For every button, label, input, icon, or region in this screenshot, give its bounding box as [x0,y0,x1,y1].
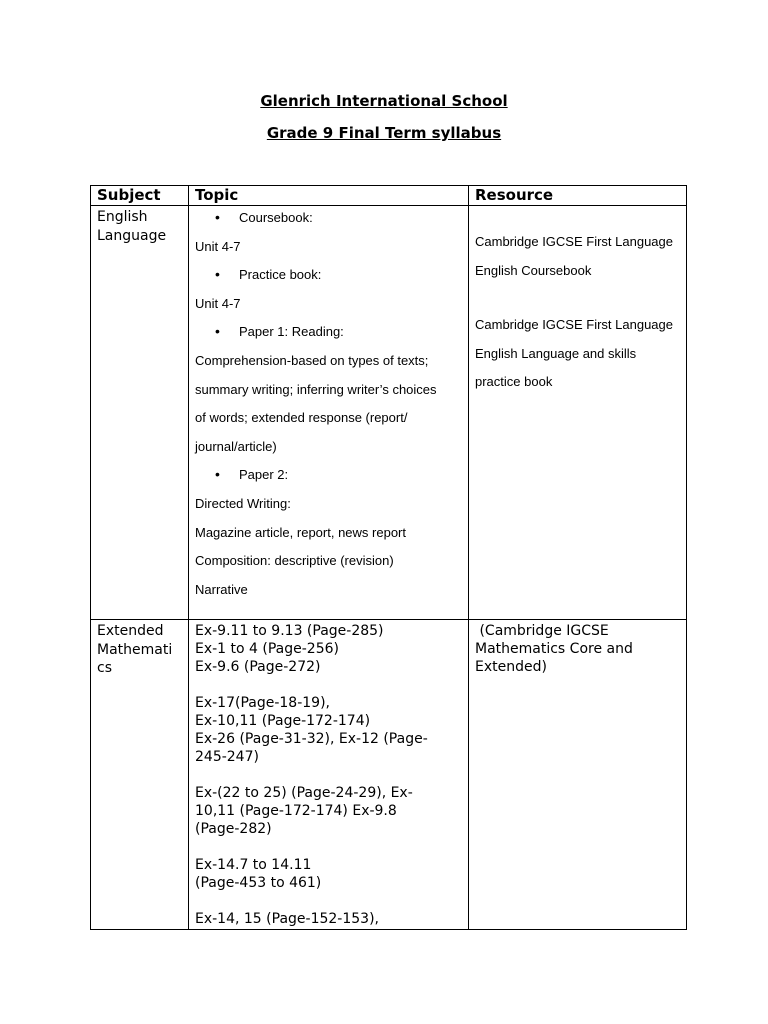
list-item: Unit 4-7 [195,238,241,254]
resource-line: Cambridge IGCSE First Language [475,317,673,333]
column-header-topic: Topic [189,186,469,206]
resource-line: English Coursebook [475,262,592,278]
list-item: Ex-(22 to 25) (Page-24-29), Ex- [195,785,413,801]
topic-math [189,620,469,930]
list-item: Magazine article, report, news report [195,524,406,540]
resource-line: Mathematics Core and [475,641,633,657]
list-item: 10,11 (Page-172-174) Ex-9.8 [195,803,397,819]
list-item: • Paper 1: Reading: [195,322,462,351]
list-item: Ex-9.11 to 9.13 (Page-285) [195,623,384,639]
list-item: journal/article) [195,438,277,454]
resource-math [469,620,687,930]
subject-math [91,620,189,930]
syllabus-title: Grade 9 Final Term syllabus [266,124,502,142]
list-item: Ex-1 to 4 (Page-256) [195,641,339,657]
list-item: • Coursebook: [195,208,462,237]
list-item: Ex-14, 15 (Page-152-153), [195,911,379,927]
resource-english [469,206,687,620]
list-item: Composition: descriptive (revision) [195,553,394,569]
subject-math-label-line: Mathemati [97,641,173,658]
table-row-math [91,620,687,930]
list-item: of words; extended response (report/ [195,410,408,426]
list-item: (Page-453 to 461) [195,875,322,891]
list-item: • Paper 2: [195,465,462,494]
list-item: Comprehension-based on types of texts; [195,352,429,368]
table-header-row [91,186,687,206]
resource-line: practice book [475,374,553,390]
subject-math-label-line: Extended [97,623,164,639]
list-item: Ex-10,11 (Page-172-174) [195,713,371,729]
list-item: (Page-282) [195,821,272,837]
resource-line: English Language and skills [475,345,637,361]
list-item: summary writing; inferring writer’s choices [195,381,437,397]
list-item: Narrative [195,581,248,597]
resource-line: (Cambridge IGCSE [475,623,609,639]
resource-line: Cambridge IGCSE First Language [475,234,673,249]
list-item: Ex-9.6 (Page-272) [195,659,321,675]
column-header-subject: Subject [91,186,189,206]
table-row-english [91,206,687,620]
subject-english-label: English Language [97,209,167,244]
list-item: Directed Writing: [195,495,291,511]
column-header-resource: Resource [469,186,687,206]
subject-english [91,206,189,620]
resource-line: Extended) [475,659,547,675]
list-item: • Practice book: [195,265,462,294]
subject-math-label-line: cs [97,660,112,676]
list-item: Unit 4-7 [195,295,241,311]
list-item: 245-247) [195,749,259,765]
school-title: Glenrich International School [260,92,508,110]
syllabus-table [90,185,687,930]
list-item: Ex-14.7 to 14.11 [195,857,312,873]
list-item: Ex-17(Page-18-19), [195,695,330,711]
list-item: Ex-26 (Page-31-32), Ex-12 (Page- [195,731,428,747]
topic-english [189,206,469,620]
